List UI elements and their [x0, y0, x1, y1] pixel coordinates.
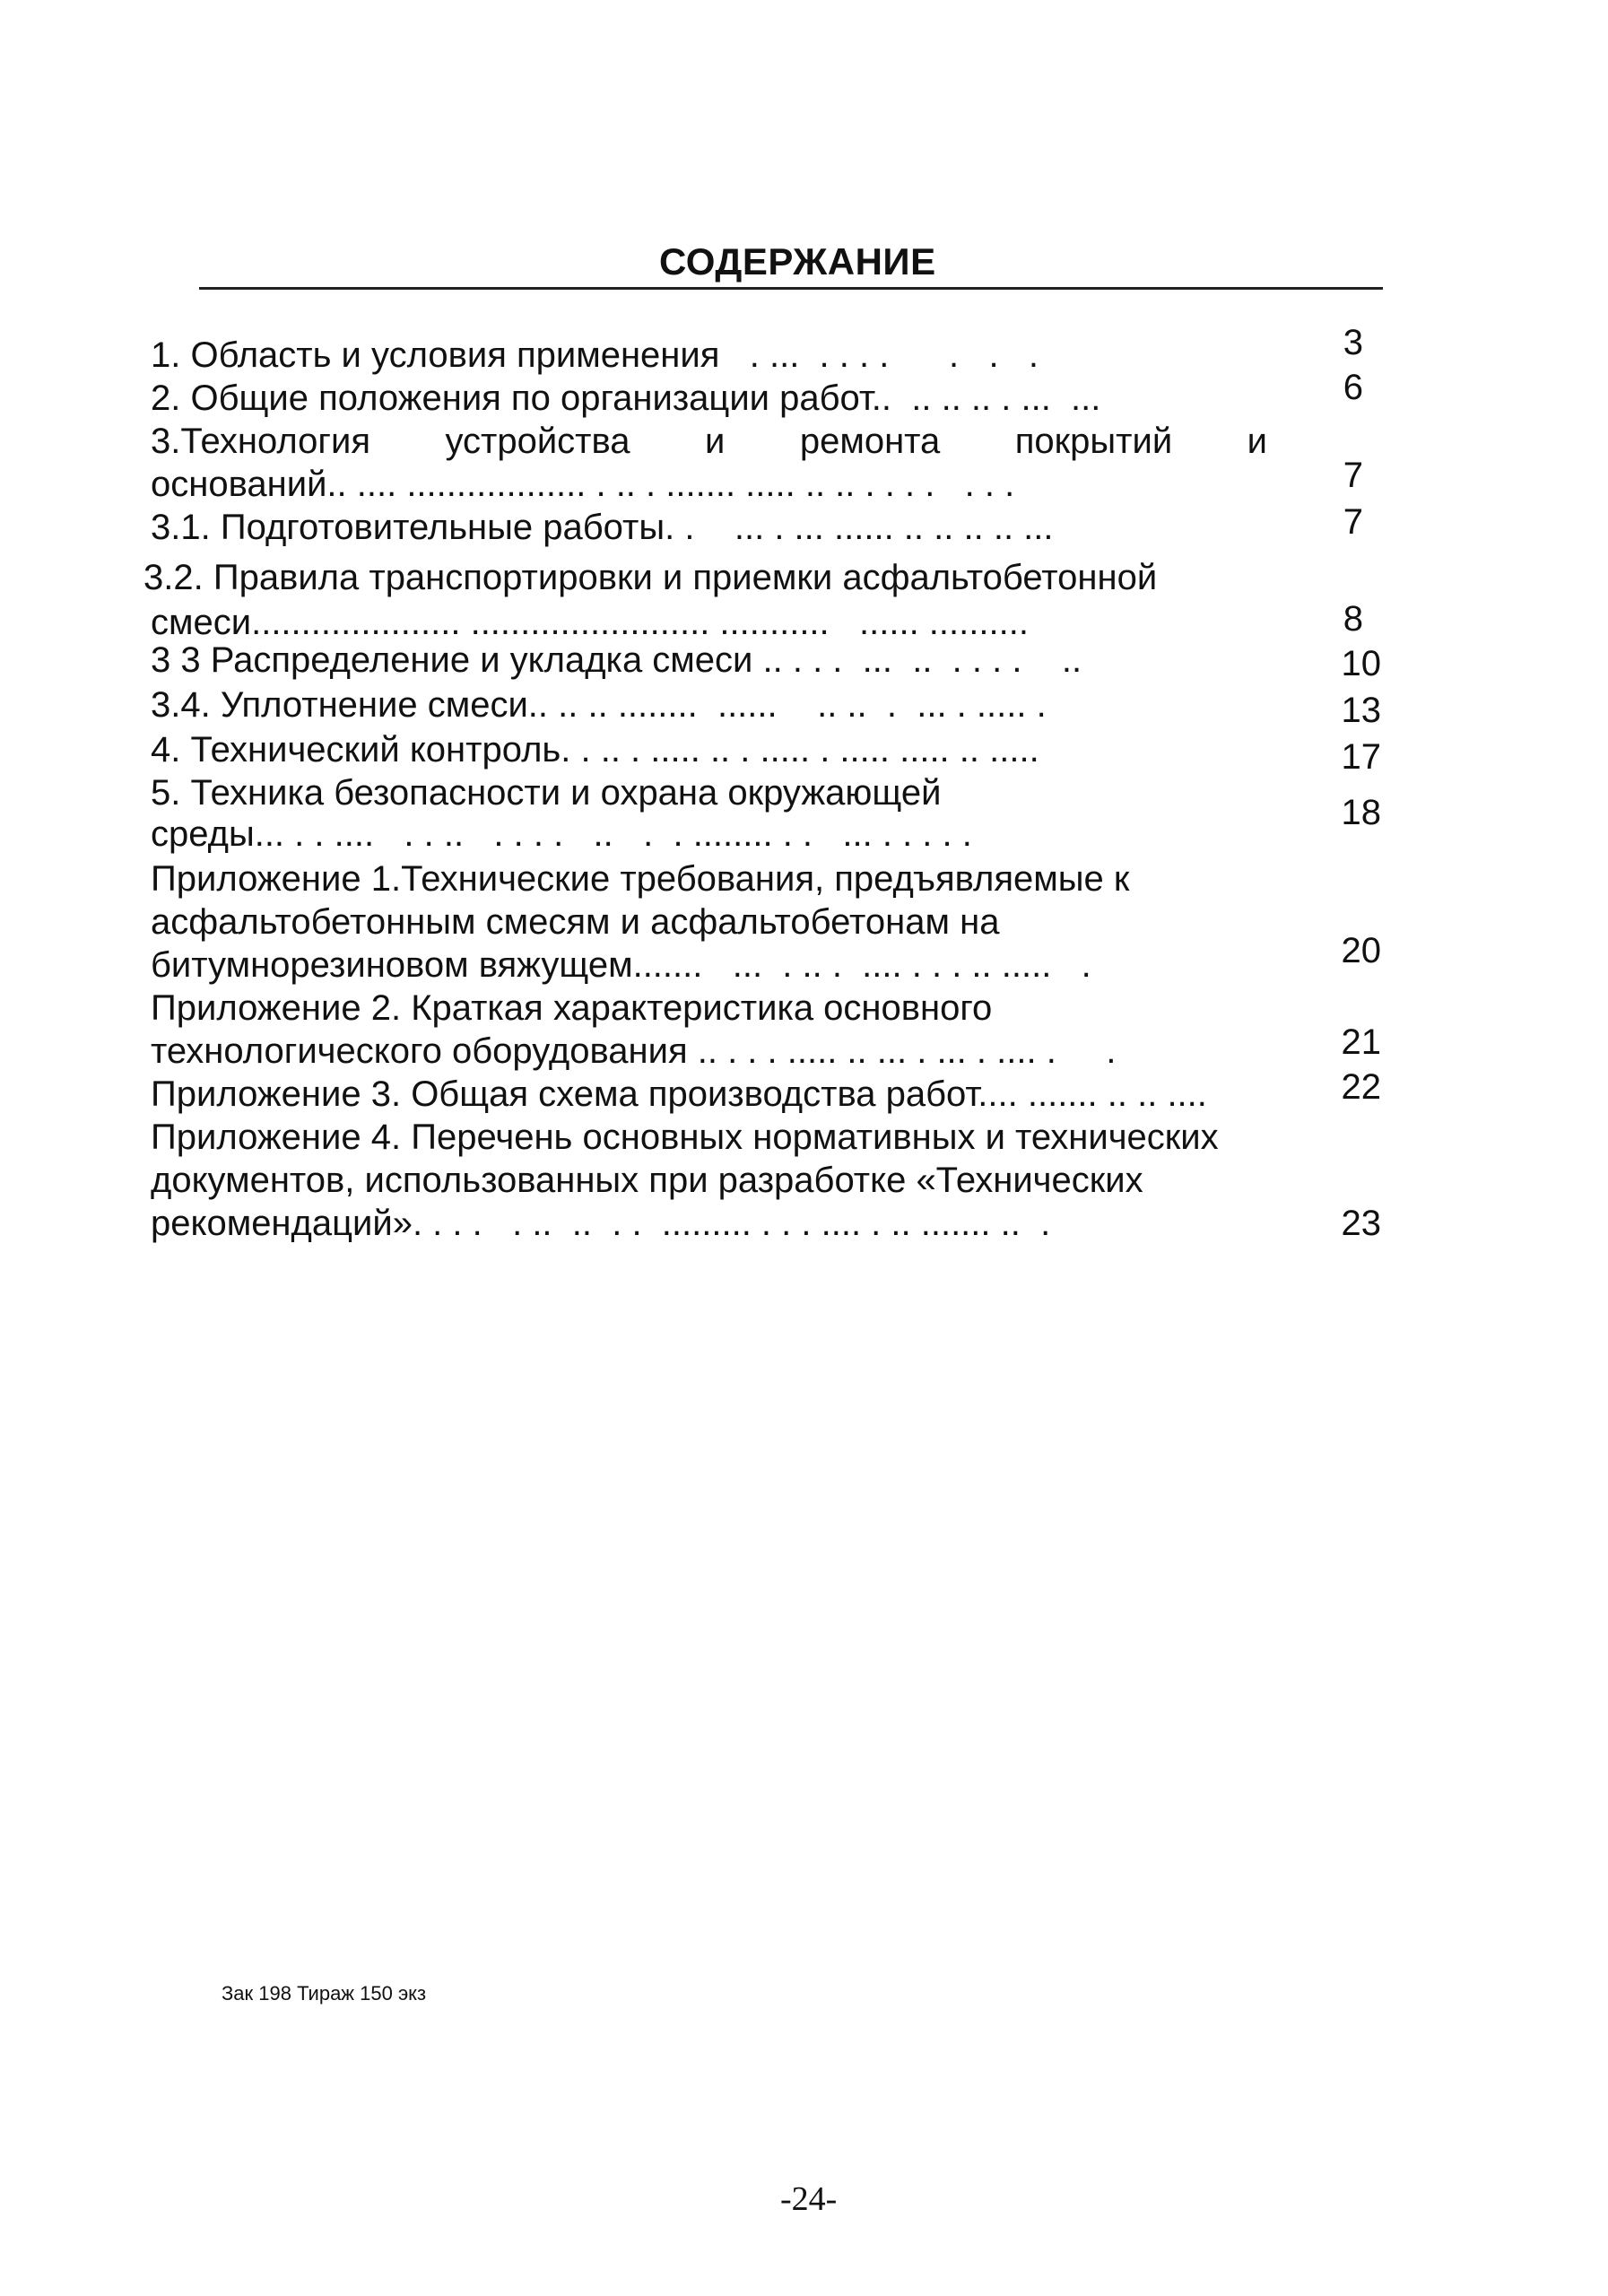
toc-entry-text: 3.4. Уплотнение смеси.. .. .. ........ ...... .. .. . ... . ..... .: [151, 685, 1047, 725]
toc-page-number: 3: [1343, 323, 1363, 362]
page-number: -24-: [780, 2180, 838, 2218]
toc-entry-text: Приложение 2. Краткая характеристика основного: [151, 988, 993, 1028]
toc-entry-continuation: рекомендаций». . . . . .. .. . . ......... . . . .... . .. ....... .. .: [151, 1204, 1051, 1243]
toc-entry-text: 4. Технический контроль. . .. . ..... .. . ..... . ..... ..... .. .....: [151, 730, 1039, 770]
toc-page-number: 6: [1343, 368, 1363, 407]
toc-word: и: [705, 422, 726, 461]
toc-page-number: 21: [1341, 1022, 1381, 1062]
toc-page-number: 22: [1341, 1067, 1381, 1107]
toc-page-number: 23: [1341, 1204, 1381, 1243]
toc-entry-text: документов, использованных при разработке «Технических: [151, 1161, 1143, 1200]
toc-entry-text: Приложение 4. Перечень основных нормативных и технических: [151, 1118, 1219, 1157]
toc-word: устройства: [445, 422, 630, 461]
toc-entry-continuation: смеси..................... ........................ ........... ...... ..........: [151, 603, 1029, 642]
toc-page-number: 7: [1343, 502, 1363, 542]
toc-word: покрытий: [1014, 422, 1173, 461]
toc-page-number: 17: [1341, 737, 1381, 777]
toc-entry-continuation: технологического оборудования .. . . . ..... .. ... . ... . .... . .: [151, 1031, 1117, 1071]
toc-entry-continuation: оснований.. .... .................. . .. . ....... ..... .. .. . . . . . . .: [151, 465, 1015, 504]
toc-word: и: [1247, 422, 1267, 461]
toc-entry-justified-line: [151, 420, 1267, 463]
toc-entry-text: 3.1. Подготовительные работы. . ... . ... ...... .. .. .. .. ...: [151, 508, 1054, 547]
toc-page-number: 20: [1341, 931, 1381, 970]
toc-page-number: 7: [1343, 456, 1363, 495]
toc-entry-text: 2. Общие положения по организации работ.. .. .. .. . ... ...: [151, 378, 1101, 418]
toc-entry-text: асфальтобетонным смесям и асфальтобетонам на: [151, 902, 1000, 942]
toc-page-number: 13: [1341, 691, 1381, 730]
print-imprint: Зак 198 Тираж 150 экз: [222, 1982, 427, 2005]
toc-entry-text: 3 3 Распределение и укладка смеси .. . . . ... .. . . . . ..: [151, 640, 1082, 680]
page-title: СОДЕРЖАНИЕ: [659, 240, 936, 283]
toc-entry-continuation: среды... . . .... . . .. . . . . .. . . ........ . . ... . . . . .: [151, 814, 972, 854]
toc-entry-text: Приложение 3. Общая схема производства работ.... ....... .. .. ....: [151, 1074, 1207, 1114]
toc-page-number: 8: [1343, 599, 1363, 639]
toc-entry-text: 1. Область и условия применения . ... . . . . . . .: [151, 335, 1039, 375]
toc-entry-text: 5. Техника безопасности и охрана окружающей: [151, 773, 942, 813]
toc-entry-text: 3.2. Правила транспортировки и приемки асфальтобетонной: [143, 558, 1158, 597]
toc-word: ремонта: [799, 422, 941, 461]
toc-entry-text: Приложение 1.Технические требования, предъявляемые к: [151, 859, 1130, 899]
toc-word: 3.Технология: [151, 422, 370, 461]
toc-page-number: 10: [1341, 644, 1381, 683]
toc-page-number: 18: [1341, 793, 1381, 832]
toc-entry-continuation: битумнорезиновом вяжущем....... ... . .. . .... . . . .. ..... .: [151, 945, 1091, 985]
